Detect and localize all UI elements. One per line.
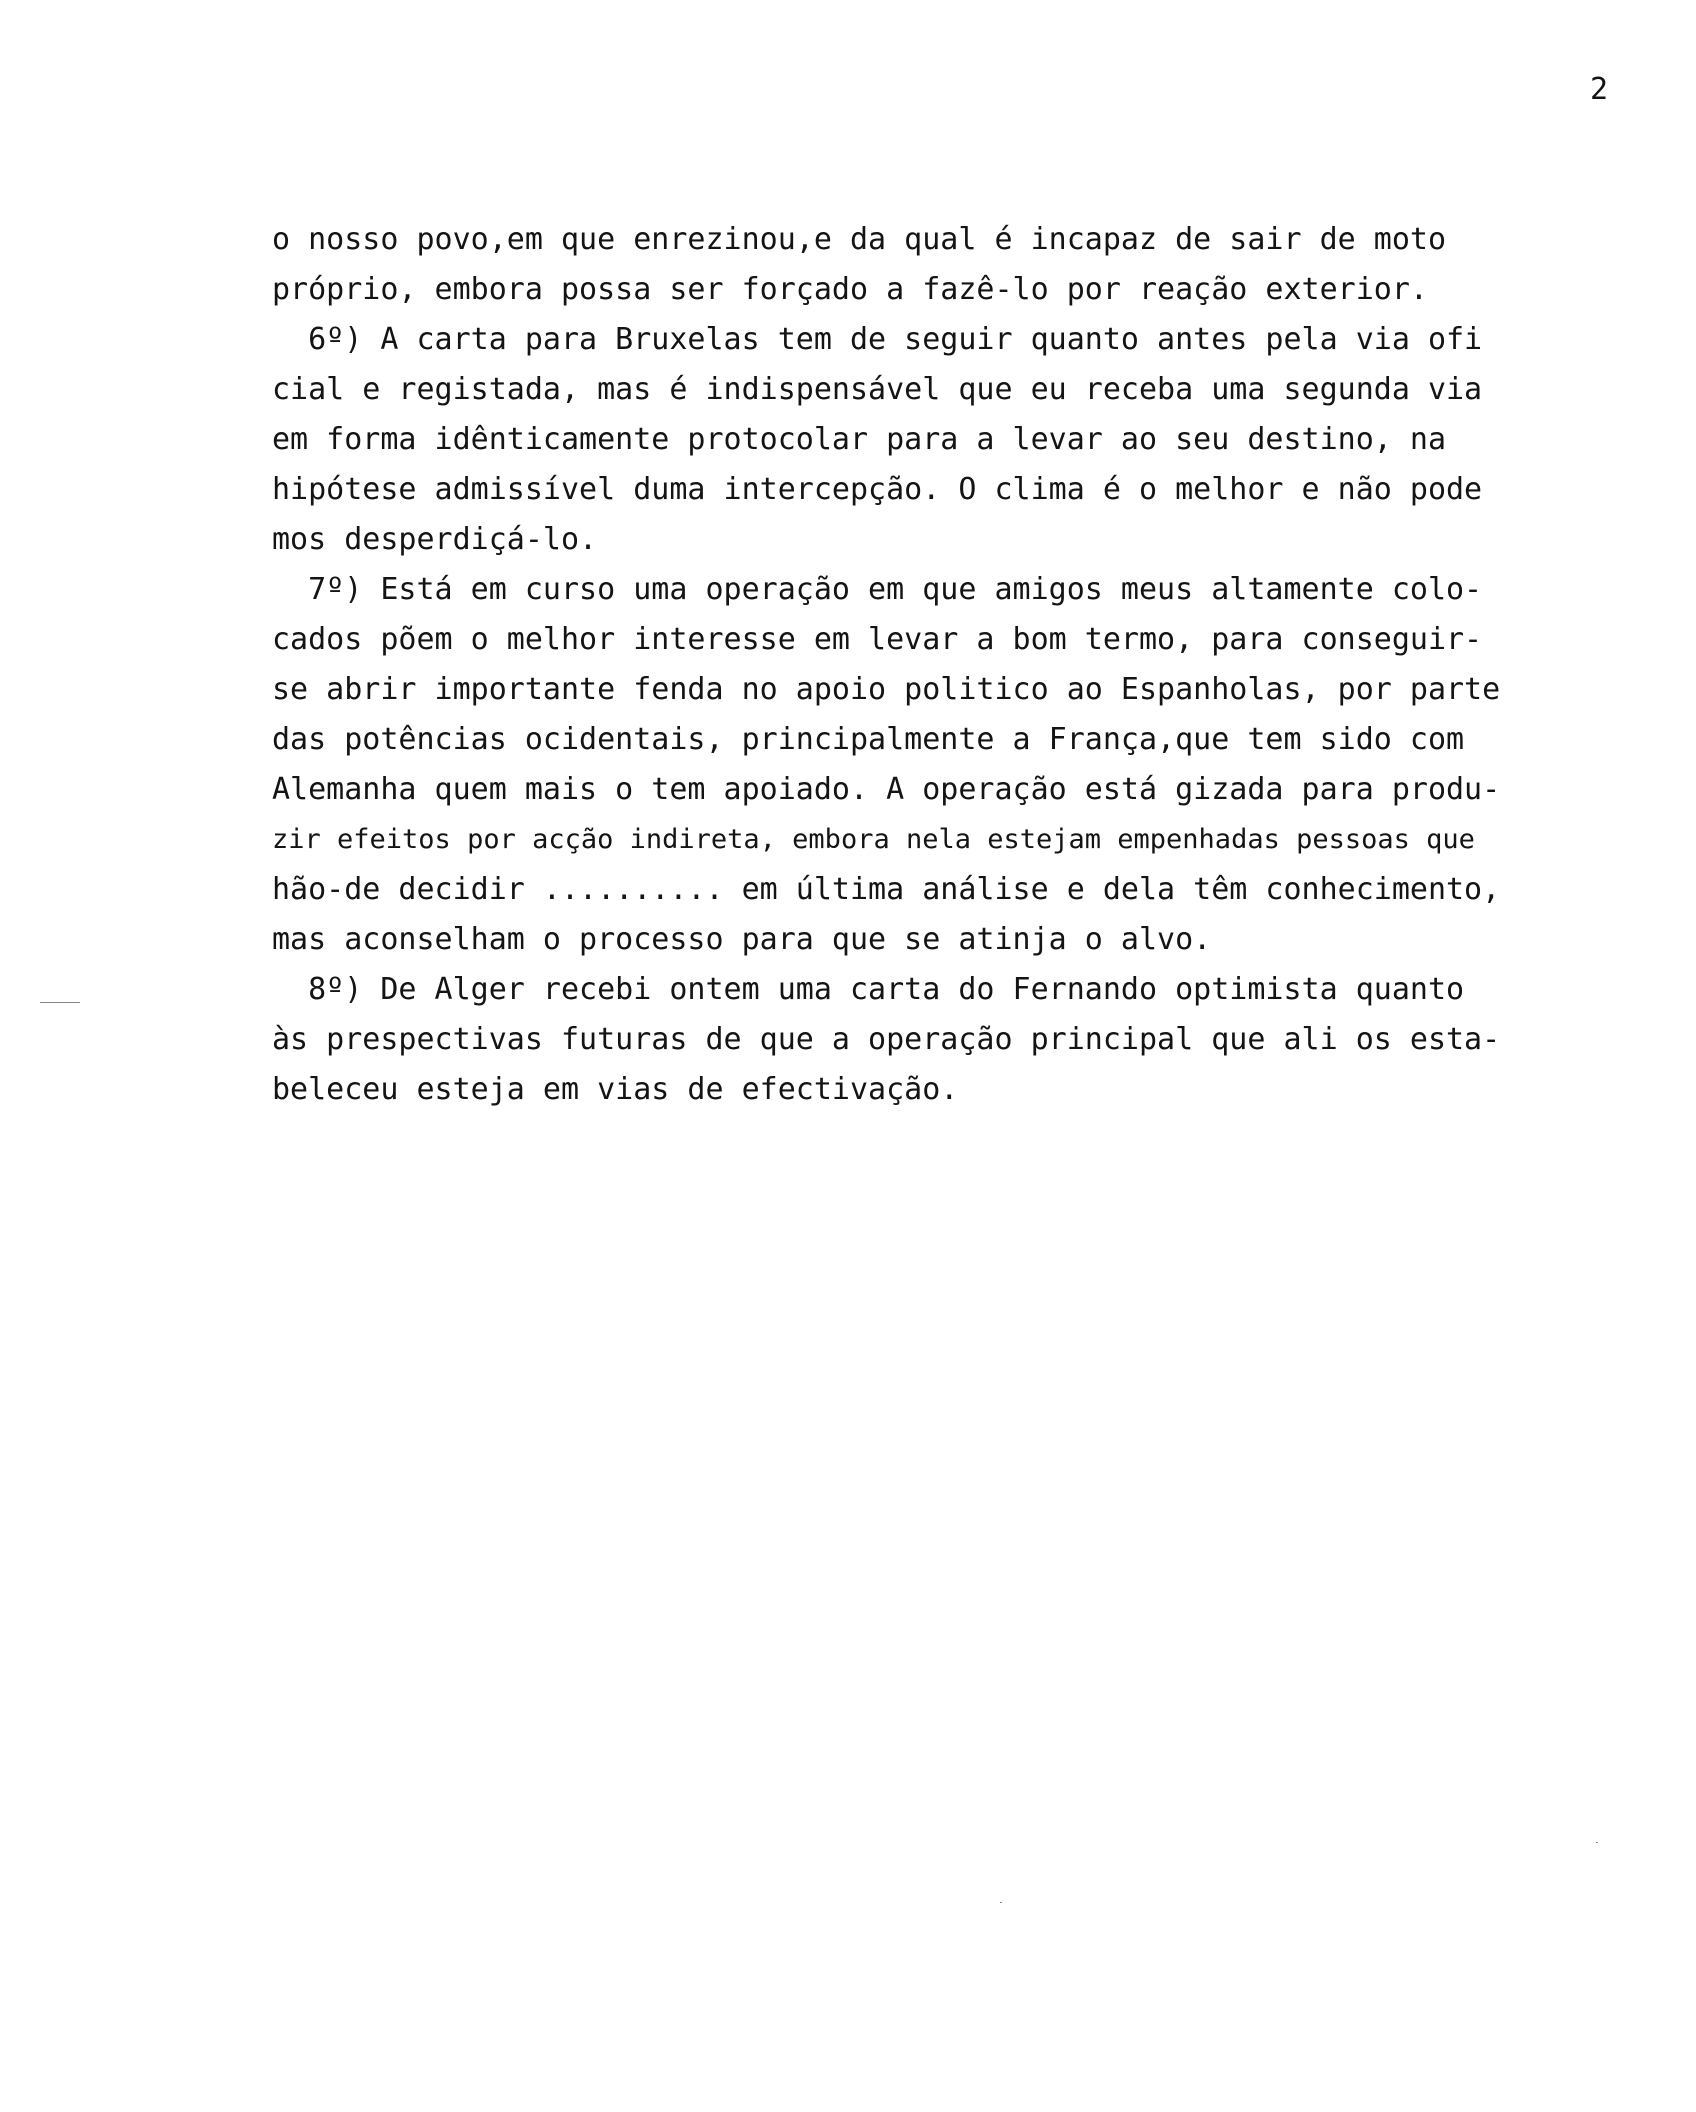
text-line: hão-de decidir .......... em última análise e dela têm conhecimento,	[272, 872, 1501, 907]
text-line: o nosso povo,em que enrezinou,e da qual é incapaz de sair de moto	[272, 222, 1446, 257]
text-line: se abrir importante fenda no apoio politico ao Espanholas, por parte	[272, 672, 1501, 707]
text-line: beleceu esteja em vias de efectivação.	[272, 1072, 959, 1107]
page-number: 2	[1590, 72, 1609, 107]
text-line: em forma idênticamente protocolar para a levar ao seu destino, na	[272, 422, 1446, 457]
text-line: às prespectivas futuras de que a operação principal que ali os esta-	[272, 1022, 1501, 1057]
text-line: das potências ocidentais, principalmente a França,que tem sido com	[272, 722, 1465, 757]
text-line: hipótese admissível duma intercepção. O clima é o melhor e não pode	[272, 472, 1483, 507]
text-line: mas aconselham o processo para que se atinja o alvo.	[272, 922, 1212, 957]
scan-speck	[40, 1002, 80, 1003]
text-line: Alemanha quem mais o tem apoiado. A operação está gizada para produ-	[272, 772, 1501, 807]
scan-speck	[1596, 1842, 1598, 1843]
text-line: cados põem o melhor interesse em levar a bom termo, para conseguir-	[272, 622, 1483, 657]
text-line: zir efeitos por acção indireta, embora nela estejam empenhadas pessoas que	[272, 824, 1475, 855]
text-line: 8º) De Alger recebi ontem uma carta do Fernando optimista quanto	[272, 972, 1465, 1007]
text-line: próprio, embora possa ser forçado a fazê-lo por reação exterior.	[272, 272, 1428, 307]
text-line: cial e registada, mas é indispensável que eu receba uma segunda via	[272, 372, 1483, 407]
scan-speck	[1000, 1902, 1002, 1903]
text-line: 7º) Está em curso uma operação em que amigos meus altamente colo-	[272, 572, 1483, 607]
text-line: 6º) A carta para Bruxelas tem de seguir quanto antes pela via ofi	[272, 322, 1483, 357]
text-line: mos desperdiçá-lo.	[272, 522, 598, 557]
